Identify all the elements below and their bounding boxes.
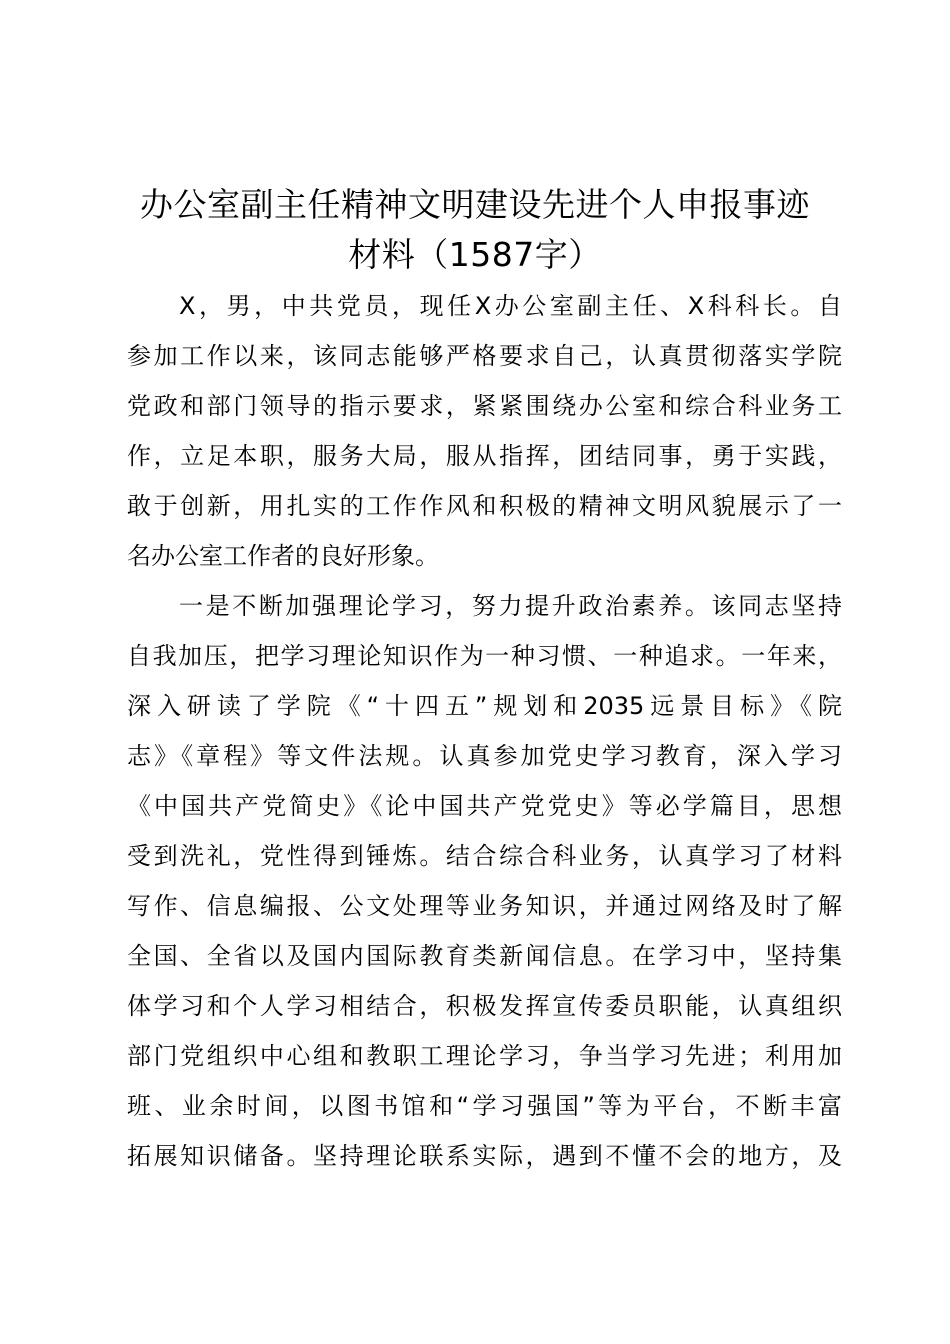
title-line-2: 材料（1587字） — [348, 235, 602, 274]
paragraph-1 — [127, 281, 842, 581]
paragraph-line: 部门党组织中心组和教职工理论学习，争当学习先进；利用加 — [127, 1042, 842, 1070]
paragraph-line: 参加工作以来，该同志能够严格要求自己，认真贯彻落实学院 — [127, 342, 842, 370]
paragraph-line: 深入研读了学院《“十四五”规划和2035远景目标》《院 — [127, 692, 842, 720]
document-title — [100, 180, 850, 280]
paragraph-line: 拓展知识储备。坚持理论联系实际，遇到不懂不会的地方，及 — [127, 1142, 842, 1170]
paragraph-line: 党政和部门领导的指示要求，紧紧围绕办公室和综合科业务工 — [127, 392, 842, 420]
paragraph-line: 作，立足本职，服务大局，服从指挥，团结同事，勇于实践， — [127, 442, 842, 470]
paragraph-line: X，男，中共党员，现任X办公室副主任、X科科长。自 — [179, 292, 842, 320]
paragraph-line: 自我加压，把学习理论知识作为一种习惯、一种追求。一年来， — [127, 642, 842, 670]
paragraph-line: 志》《章程》等文件法规。认真参加党史学习教育，深入学习 — [127, 742, 842, 770]
paragraph-line: 班、业余时间，以图书馆和“学习强国”等为平台，不断丰富 — [127, 1092, 842, 1120]
paragraph-line: 体学习和个人学习相结合，积极发挥宣传委员职能，认真组织 — [127, 992, 842, 1020]
paragraph-line: 《中国共产党简史》《论中国共产党党史》等必学篇目，思想 — [127, 792, 842, 820]
paragraph-2 — [127, 581, 842, 1181]
paragraph-line: 全国、全省以及国内国际教育类新闻信息。在学习中，坚持集 — [127, 942, 842, 970]
paragraph-line: 一是不断加强理论学习，努力提升政治素养。该同志坚持 — [179, 592, 842, 620]
paragraph-line: 写作、信息编报、公文处理等业务知识，并通过网络及时了解 — [127, 892, 842, 920]
document-body — [127, 281, 842, 1181]
paragraph-line: 敢于创新，用扎实的工作作风和积极的精神文明风貌展示了一 — [127, 492, 842, 520]
title-line-1: 办公室副主任精神文明建设先进个人申报事迹 — [140, 185, 810, 224]
paragraph-line: 名办公室工作者的良好形象。 — [127, 542, 439, 570]
paragraph-line: 受到洗礼，党性得到锤炼。结合综合科业务，认真学习了材料 — [127, 842, 842, 870]
